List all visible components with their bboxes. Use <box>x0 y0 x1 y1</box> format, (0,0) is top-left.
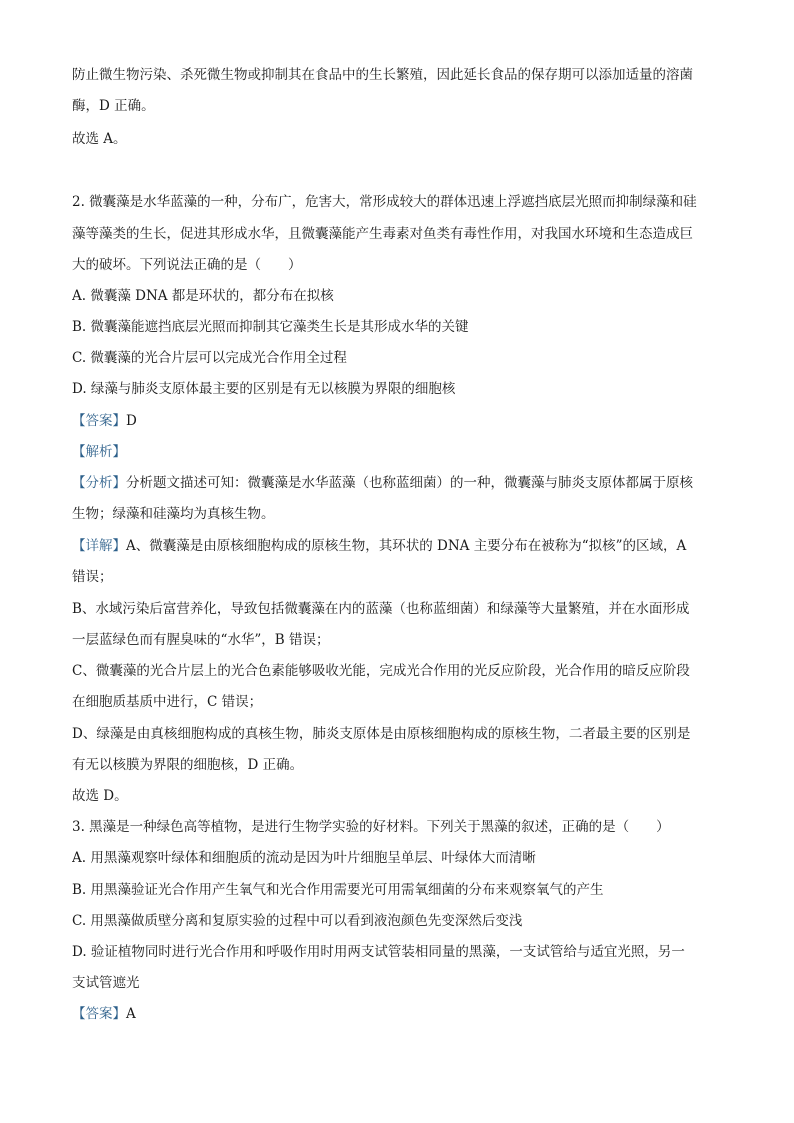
q2-stem-line-1: 2. 微囊藻是水华蓝藻的一种，分布广，危害大，常形成较大的群体迅速上浮遮挡底层光照而抑制绿藻和硅 <box>72 194 697 210</box>
q2-analysis-heading <box>72 443 732 461</box>
q2-detail-d-line-1: D、绿藻是由真核细胞构成的真核生物，肺炎支原体是由原核细胞构成的原核生物，二者最主要的区别是 <box>72 726 691 742</box>
answer-tag: 【答案】 <box>72 413 126 429</box>
q2-conclusion: 故选 D。 <box>72 788 128 804</box>
fenxi-tag: 【分析】 <box>72 475 126 491</box>
q2-detail-b-line-1: B、水域污染后富营养化，导致包括微囊藻在内的蓝藻（也称蓝细菌）和绿藻等大量繁殖，并在水面形成 <box>72 601 690 617</box>
q3-stem: 3. 黑藻是一种绿色高等植物，是进行生物学实验的好材料。下列关于黑藻的叙述，正确的是（ ） <box>72 819 670 835</box>
q2-detail-c-line-1: C、微囊藻的光合片层上的光合色素能够吸收光能，完成光合作用的光反应阶段，光合作用的暗反应阶段 <box>72 663 690 679</box>
q2-answer <box>72 412 732 430</box>
q3-option-d-line-2: 支试管遮光 <box>72 975 140 991</box>
q2-detail-line-2: 错误； <box>72 569 113 585</box>
analysis-tag: 【解析】 <box>72 444 126 460</box>
answer-value: D <box>126 413 137 429</box>
q2-option-b: B. 微囊藻能遮挡底层光照而抑制其它藻类生长是其形成水华的关键 <box>72 319 469 335</box>
q3-option-a: A. 用黑藻观察叶绿体和细胞质的流动是因为叶片细胞呈单层、叶绿体大而清晰 <box>72 850 536 866</box>
q2-option-d: D. 绿藻与肺炎支原体最主要的区别是有无以核膜为界限的细胞核 <box>72 381 456 397</box>
q2-detail-c-line-2: 在细胞质基质中进行，C 错误； <box>72 694 263 710</box>
q2-detail-d-line-2: 有无以核膜为界限的细胞核，D 正确。 <box>72 757 304 773</box>
q2-fenxi-line-1 <box>72 474 732 492</box>
detail-tag: 【详解】 <box>72 538 126 554</box>
q1-conclusion: 故选 A。 <box>72 131 127 147</box>
fenxi-text: 分析题文描述可知：微囊藻是水华蓝藻（也称蓝细菌）的一种，微囊藻与肺炎支原体都属于原核 <box>126 475 693 491</box>
q2-stem-line-2: 藻等藻类的生长，促进其形成水华，且微囊藻能产生毒素对鱼类有毒性作用，对我国水环境和生态造成巨 <box>72 226 693 242</box>
q2-detail-b-line-2: 一层蓝绿色而有腥臭味的“水华”，B 错误； <box>72 632 330 648</box>
q1-explanation-line-2: 酶，D 正确。 <box>72 98 155 114</box>
q1-explanation-line-1: 防止微生物污染、杀死微生物或抑制其在食品中的生长繁殖，因此延长食品的保存期可以添加适量的溶菌 <box>72 67 693 83</box>
q3-answer <box>72 1005 732 1023</box>
q2-fenxi-line-2: 生物；绿藻和硅藻均为真核生物。 <box>72 506 275 522</box>
q2-option-a: A. 微囊藻 DNA 都是环状的，都分布在拟核 <box>72 288 334 304</box>
q2-option-c: C. 微囊藻的光合片层可以完成光合作用全过程 <box>72 350 347 366</box>
answer-tag: 【答案】 <box>72 1006 126 1022</box>
q2-stem-line-3: 大的破坏。下列说法正确的是（ ） <box>72 257 302 273</box>
detail-text: A、微囊藻是由原核细胞构成的原核生物，其环状的 DNA 主要分布在被称为“拟核”的区域，A <box>126 538 687 554</box>
q3-option-d-line-1: D. 验证植物同时进行光合作用和呼吸作用时用两支试管装相同量的黑藻，一支试管给与适宜光照，另一 <box>72 944 685 960</box>
q3-option-c: C. 用黑藻做质壁分离和复原实验的过程中可以看到液泡颜色先变深然后变浅 <box>72 913 523 929</box>
q3-option-b: B. 用黑藻验证光合作用产生氧气和光合作用需要光可用需氧细菌的分布来观察氧气的产生 <box>72 882 604 898</box>
q2-detail-line-1 <box>72 537 732 555</box>
answer-value: A <box>126 1006 136 1022</box>
